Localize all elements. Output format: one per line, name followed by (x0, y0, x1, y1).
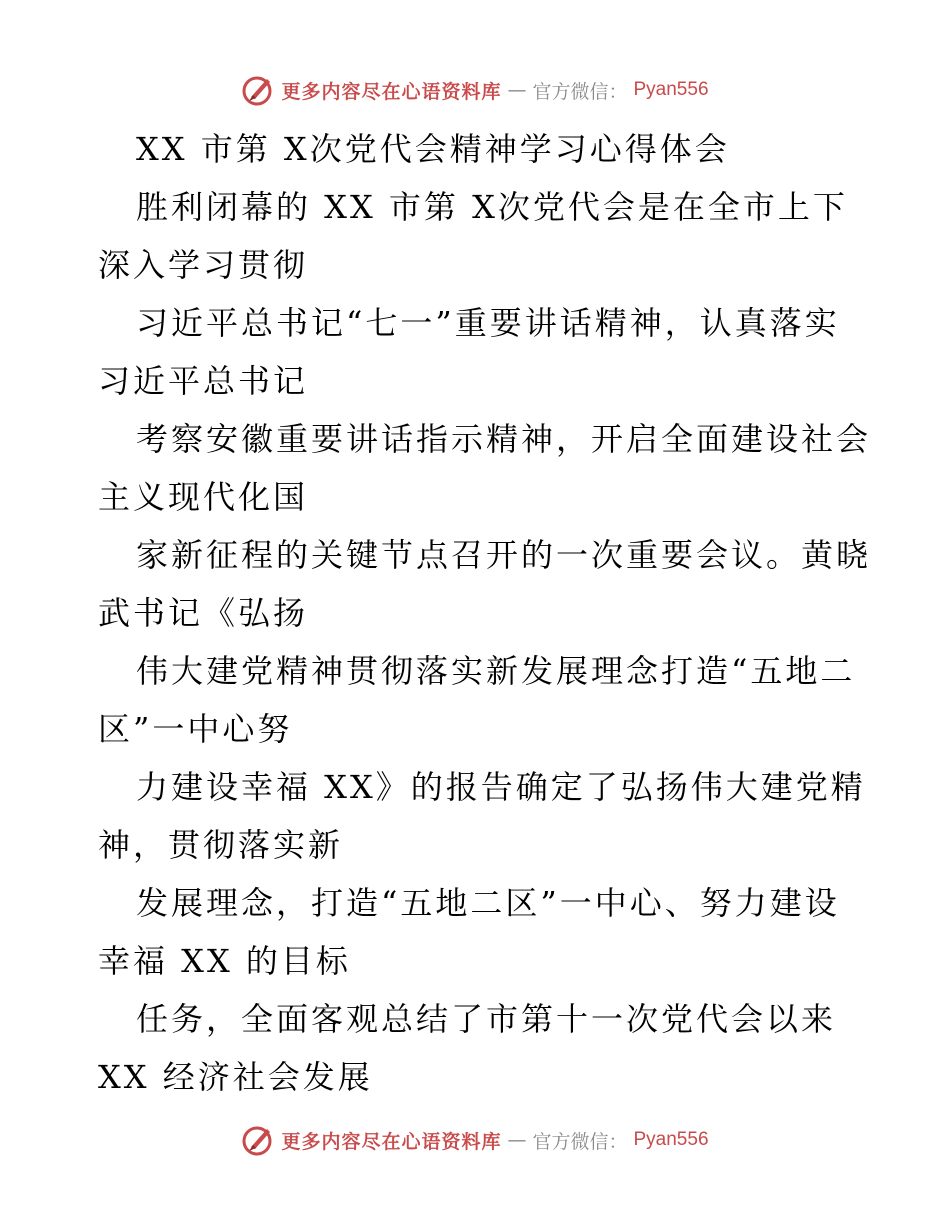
paragraph-line: 考察安徽重要讲话指示精神，开启全面建设社会 (136, 420, 872, 458)
paragraph-line: 伟大建党精神贯彻落实新发展理念打造“五地二 (136, 652, 856, 690)
paragraph-line: 任务，全面客观总结了市第十一次党代会以来 (136, 1000, 837, 1038)
paragraph-line: 武书记《弘扬 (98, 594, 309, 632)
paragraph-line: 习近平总书记 (98, 362, 309, 400)
paragraph-line: 家新征程的关键节点召开的一次重要会议。黄晓 (136, 536, 872, 574)
paragraph-line: 发展理念，打造“五地二区”一中心、努力建设 (136, 884, 840, 922)
footer-banner (0, 1120, 950, 1160)
paragraph-line: 深入学习贯彻 (98, 246, 309, 284)
paragraph-line: 神，贯彻落实新 (98, 826, 344, 864)
paragraph-line: 幸福 XX 的目标 (98, 942, 351, 980)
footer-contact-id: Pyan556 (633, 1129, 709, 1150)
paragraph-line: 胜利闭幕的 XX 市第 X次党代会是在全市上下 (136, 188, 848, 226)
quill-pen-logo-icon (241, 1123, 275, 1157)
document-body (98, 120, 872, 1106)
footer-separator: — (507, 1129, 527, 1151)
paragraph-line: 习近平总书记“七一”重要讲话精神，认真落实 (136, 304, 840, 342)
paragraph-line: XX 市第 X次党代会精神学习心得体会 (136, 130, 730, 168)
header-contact-id: Pyan556 (633, 79, 709, 100)
header-brand-text: 更多内容尽在心语资料库 (281, 80, 502, 103)
header-banner (0, 70, 950, 110)
paragraph-line: 区”一中心努 (98, 710, 293, 748)
quill-pen-logo-icon (241, 73, 275, 107)
paragraph-line: XX 经济社会发展 (98, 1058, 373, 1096)
header-separator: — (507, 79, 527, 101)
footer-contact-label: 官方微信： (532, 1130, 628, 1153)
paragraph-line: 主义现代化国 (98, 478, 309, 516)
header-contact-label: 官方微信： (532, 80, 628, 103)
paragraph-line: 力建设幸福 XX》的报告确定了弘扬伟大建党精 (136, 768, 866, 806)
footer-brand-text: 更多内容尽在心语资料库 (281, 1130, 502, 1153)
